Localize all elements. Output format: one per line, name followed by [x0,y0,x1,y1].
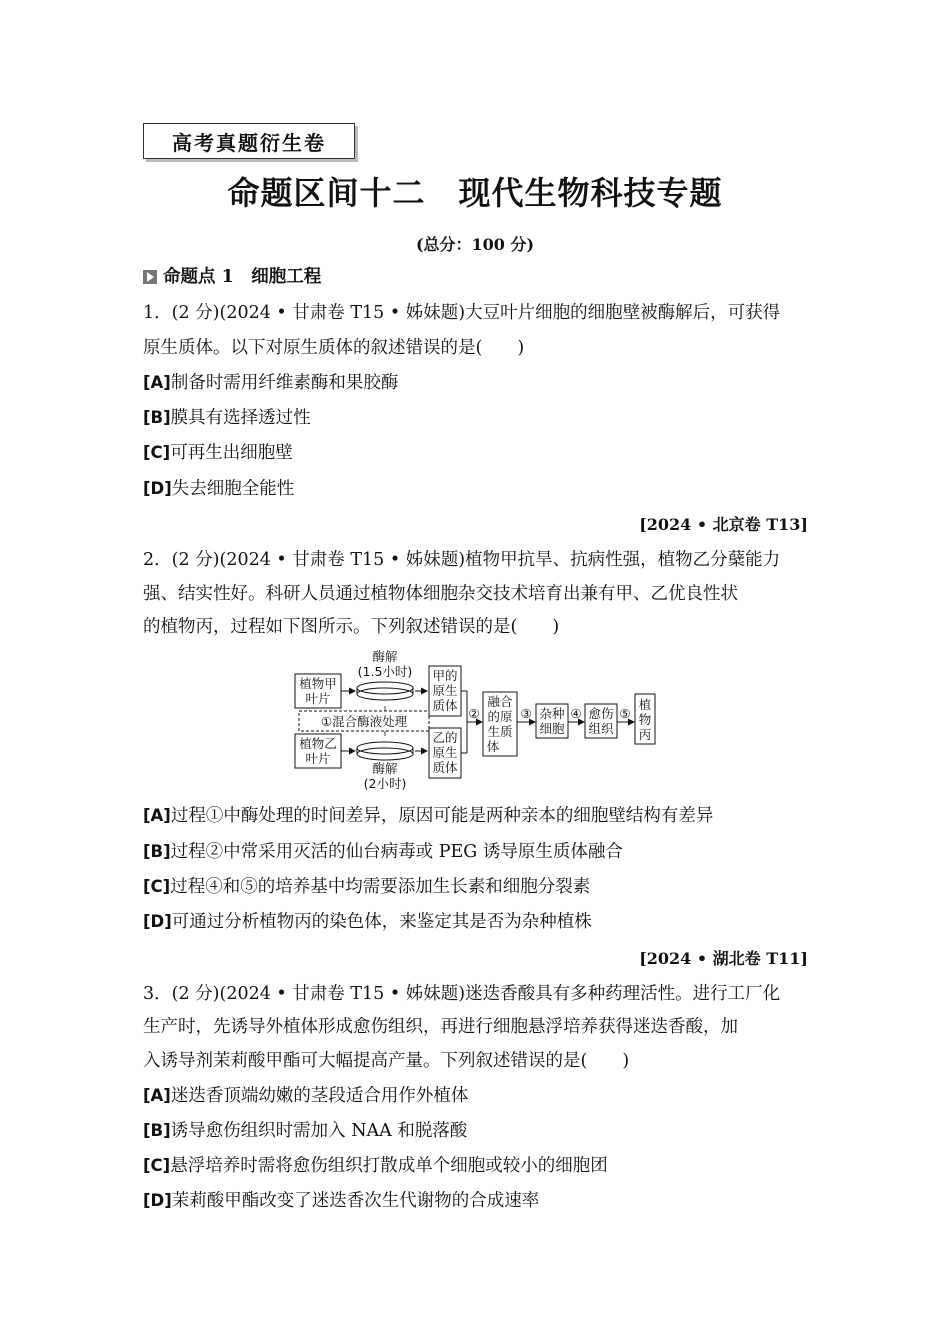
q2-option-a[interactable]: [A]过程①中酶处理的时间差异，原因可能是两种亲本的细胞壁结构有差异 [143,806,714,826]
label-enzyme-bottom-2: (2小时) [363,776,407,791]
q1-line-2: 原生质体。以下对原生质体的叙述错误的是( ) [143,338,525,358]
section-title: 命题点 1 细胞工程 [163,267,322,287]
q2-option-d[interactable]: [D]可通过分析植物丙的染色体，来鉴定其是否为杂种植株 [143,912,592,932]
label-enzyme-top-2: (1.5小时) [357,664,413,679]
label-plant-a-2: 叶片 [305,691,331,706]
label-fused-2: 的原 [487,709,513,724]
exam-badge: 高考真题衍生卷 [143,123,355,159]
q1-source: [2024 • 北京卷 T13] [639,515,808,534]
q1-option-d[interactable]: [D]失去细胞全能性 [143,479,295,499]
q3-line-1: 3．(2 分)(2024 • 甘肃卷 T15 • 姊妹题)迷迭香酸具有多种药理活性。进行工厂化 [143,984,781,1004]
label-step-2: ② [468,706,480,721]
label-plant-c-2: 物 [638,712,652,727]
q1-option-b[interactable]: [B]膜具有选择透过性 [143,408,311,428]
somatic-hybridization-diagram [293,648,665,794]
q1-option-c[interactable]: [C]可再生出细胞壁 [143,443,293,463]
label-plant-a-1: 植物甲 [299,676,337,691]
q2-option-b[interactable]: [B]过程②中常采用灭活的仙台病毒或 PEG 诱导原生质体融合 [143,842,623,862]
label-protoplast-b-2: 原生 [432,745,458,760]
label-mixed-enzyme: ①混合酶液处理 [320,714,408,729]
label-protoplast-a-3: 质体 [432,698,458,713]
q3-line-3: 入诱导剂茉莉酸甲酯可大幅提高产量。下列叙述错误的是( ) [143,1051,630,1071]
q2-line-1: 2．(2 分)(2024 • 甘肃卷 T15 • 姊妹题)植物甲抗旱、抗病性强，植物乙分蘖能力 [143,550,781,570]
q3-option-a[interactable]: [A]迷迭香顶端幼嫩的茎段适合用作外植体 [143,1086,469,1106]
section-heading [143,264,808,290]
q3-option-d[interactable]: [D]茉莉酸甲酯改变了迷迭香次生代谢物的合成速率 [143,1191,540,1211]
label-step-5: ⑤ [619,706,631,721]
q2-line-2: 强、结实性好。科研人员通过植物体细胞杂交技术培育出兼有甲、乙优良性状 [143,584,738,604]
label-plant-b-2: 叶片 [305,751,331,766]
label-callus-1: 愈伤 [588,706,614,721]
q1-option-a[interactable]: [A]制备时需用纤维素酶和果胶酶 [143,373,399,393]
total-score: (总分：100 分) [415,235,535,254]
label-hybrid-cell-2: 细胞 [539,721,565,736]
q2-option-c[interactable]: [C]过程④和⑤的培养基中均需要添加生长素和细胞分裂素 [143,877,591,897]
q2-line-3: 的植物丙，过程如下图所示。下列叙述错误的是( ) [143,617,560,637]
label-enzyme-top-1: 酶解 [372,649,398,664]
play-triangle-icon [143,270,157,284]
label-plant-b-1: 植物乙 [299,736,337,751]
label-fused-3: 生质 [487,724,513,739]
label-enzyme-bottom-1: 酶解 [372,761,398,776]
label-step-3: ③ [520,706,532,721]
label-fused-4: 体 [486,739,500,754]
label-protoplast-b-3: 质体 [432,760,458,775]
q2-source: [2024 • 湖北卷 T11] [639,949,808,968]
label-protoplast-a-1: 甲的 [432,668,458,683]
label-hybrid-cell-1: 杂种 [539,706,565,721]
page-title: 命题区间十二 现代生物科技专题 [227,174,723,212]
q3-option-b[interactable]: [B]诱导愈伤组织时需加入 NAA 和脱落酸 [143,1121,468,1141]
label-plant-c-1: 植 [638,697,652,712]
label-plant-c-3: 丙 [638,727,652,742]
q1-line-1: 1．(2 分)(2024 • 甘肃卷 T15 • 姊妹题)大豆叶片细胞的细胞壁被酶解后，可获得 [143,303,781,323]
label-protoplast-a-2: 原生 [432,683,458,698]
q3-line-2: 生产时，先诱导外植体形成愈伤组织，再进行细胞悬浮培养获得迷迭香酸，加 [143,1017,738,1037]
q3-option-c[interactable]: [C]悬浮培养时需将愈伤组织打散成单个细胞或较小的细胞团 [143,1156,608,1176]
label-protoplast-b-1: 乙的 [432,730,458,745]
label-step-4: ④ [570,706,582,721]
label-fused-1: 融合 [487,694,513,709]
label-callus-2: 组织 [588,721,614,736]
